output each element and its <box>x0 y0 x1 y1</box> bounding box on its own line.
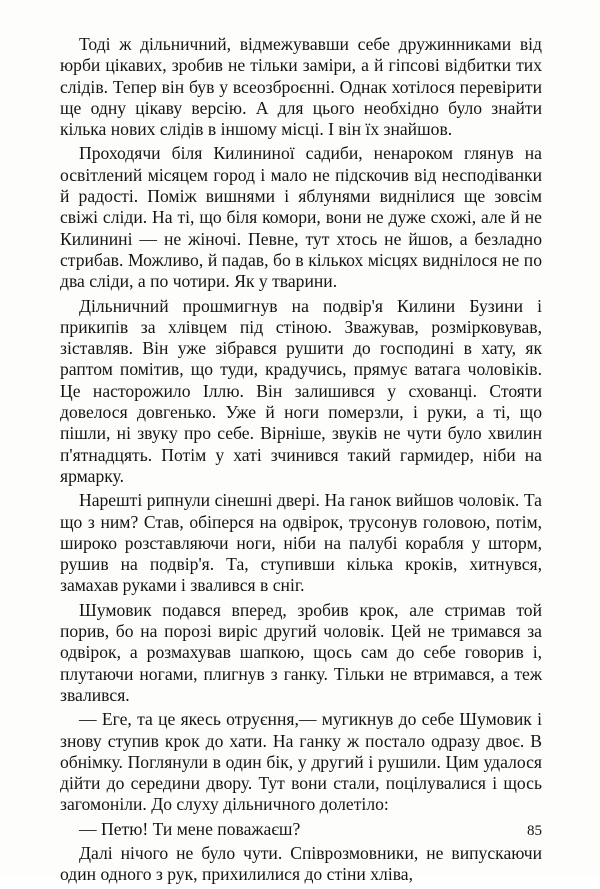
paragraph-7: — Петю! Ти мене поважаєш? <box>79 818 301 839</box>
paragraph-6: — Еге, та це якесь отруєння,— мугикнув до себе Шумовик і знову ступив крок до хати. На ганку ж постало одразу двоє. В обнімку. Поглянули в один бік, у другий і рушили. Цим удалося дійти до середини двору. Тут вони стали, поцілувалися і щось загомоніли. До слуху дільничного долетіло: <box>60 709 542 815</box>
body-text <box>60 34 542 889</box>
page-number: 85 <box>527 823 542 839</box>
paragraph-3: Дільничний прошмигнув на подвір'я Килини Бузини і прикипів за хлівцем під стіною. Зважував, розмірковував, зіставляв. Він уже зібрався рушити до господині в хату, як раптом помітив, що туди, крадучись, прямує ватага чоловіків. Це насторожило Іллю. Він залишився у схованці. Стояти довелося довгенько. Уже й ноги померзли, і руки, а ті, що пішли, ні звуку про себе. Вірніше, звуків не чути було хвилин п'ятнадцять. Потім у хаті зчинився такий гармидер, ніби на ярмарку. <box>60 295 542 486</box>
paragraph-1: Тоді ж дільничний, відмежувавши себе дружинниками від юрби цікавих, зробив не тільки заміри, а й гіпсові відбитки тих слідів. Тепер він був у всеозброєнні. Однак хотілося перевірити ще одну цікаву версію. А для цього необхідно було знайти кілька нових слідів в іншому місці. І він їх знайшов. <box>60 34 542 140</box>
paragraph-2: Проходячи біля Килининої садиби, ненароком глянув на освітлений місяцем город і мало не підскочив від несподіванки й радості. Поміж вишнями і яблунями виднілися ще зовсім свіжі сліди. На ті, що біля комори, вони не дуже схожі, але й не Килинині — не жіночі. Певне, тут хтось не йшов, а безладно стрибав. Можливо, й падав, бо в кількох місцях виднілося не по два сліди, а по чотири. Як у тварини. <box>60 143 542 292</box>
paragraph-8: Далі нічого не було чути. Співрозмовники, не випускаючи один одного з рук, прихилилися до стіни хліва, <box>60 842 542 885</box>
paragraph-5: Шумовик подався вперед, зробив крок, але стримав той порив, бо на порозі виріс другий чоловік. Цей не тримався за одвірок, а розмахував шапкою, щось сам до себе говорив і, плутаючи ногами, плигнув з ганку. Тільки не втримався, а теж звалився. <box>60 599 542 705</box>
paragraph-4: Нарешті рипнули сінешні двері. На ганок вийшов чоловік. Та що з ним? Став, обіперся на одвірок, трусонув головою, потім, широко розставляючи ноги, ніби на палубі корабля у шторм, рушив на подвір'я. Та, ступивши кілька кроків, хитнувся, замахав руками і звалився в сніг. <box>60 490 542 596</box>
